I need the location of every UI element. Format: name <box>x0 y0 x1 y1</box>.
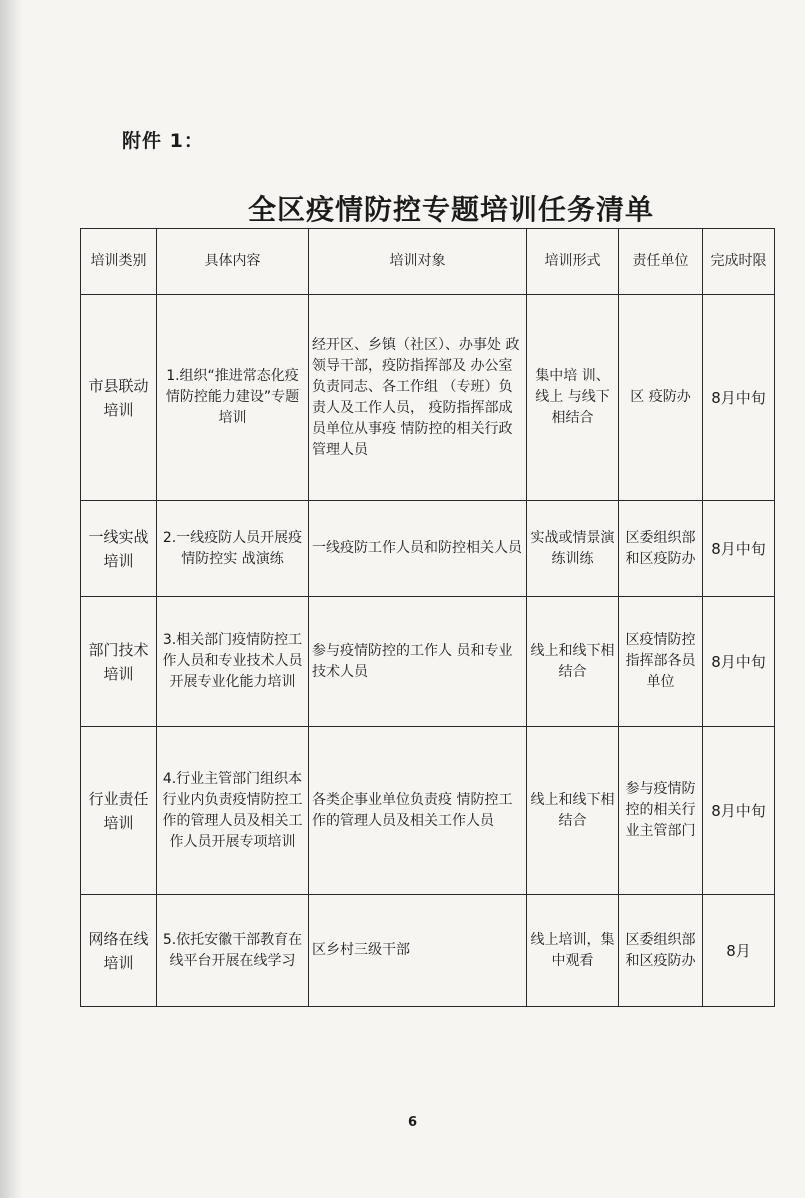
cell-content: 2.一线疫防人员开展疫情防控实 战演练 <box>157 501 309 597</box>
cell-unit: 区委组织部和区疫防办 <box>619 895 703 1007</box>
cell-deadline: 8月中旬 <box>703 295 775 501</box>
attachment-label: 附件 1： <box>122 130 204 152</box>
training-task-table <box>80 228 775 1007</box>
cell-target: 各类企事业单位负责疫 情防控工作的管理人员及相关工作人员 <box>309 727 527 895</box>
table-row <box>81 895 775 1007</box>
cell-form: 线上和线下相结合 <box>527 727 619 895</box>
cell-target: 经开区、乡镇（社区）、办事处 政领导干部，疫防指挥部及 办公室负责同志、各工作组 （专班）负责人及工作人员， 疫防指挥部成员单位从事疫 情防控的相关行政管理人员 <box>309 295 527 501</box>
table-header-row <box>81 229 775 295</box>
header-target: 培训对象 <box>309 229 527 295</box>
cell-form: 集中培 训、线上 与线下相结合 <box>527 295 619 501</box>
cell-target: 参与疫情防控的工作人 员和专业技术人员 <box>309 597 527 727</box>
table-row <box>81 295 775 501</box>
cell-form: 线上和线下相结合 <box>527 597 619 727</box>
cell-unit: 区委组织部和区疫防办 <box>619 501 703 597</box>
cell-form: 线上培训，集中观看 <box>527 895 619 1007</box>
cell-deadline: 8月 <box>703 895 775 1007</box>
header-content: 具体内容 <box>157 229 309 295</box>
cell-category: 网络在线培训 <box>81 895 157 1007</box>
cell-unit: 参与疫情防控的相关行业主管部门 <box>619 727 703 895</box>
table-row <box>81 501 775 597</box>
cell-deadline: 8月中旬 <box>703 501 775 597</box>
header-unit: 责任单位 <box>619 229 703 295</box>
cell-target: 区乡村三级干部 <box>309 895 527 1007</box>
page-number: 6 <box>408 1115 418 1130</box>
cell-category: 市县联动培训 <box>81 295 157 501</box>
header-deadline: 完成时限 <box>703 229 775 295</box>
cell-unit: 区疫情防控指挥部各员单位 <box>619 597 703 727</box>
header-form: 培训形式 <box>527 229 619 295</box>
header-category: 培训类别 <box>81 229 157 295</box>
cell-content: 3.相关部门疫情防控工作人员和专业技术人员开展专业化能力培训 <box>157 597 309 727</box>
cell-deadline: 8月中旬 <box>703 727 775 895</box>
cell-category: 行业责任培训 <box>81 727 157 895</box>
cell-content: 5.依托安徽干部教育在线平台开展在线学习 <box>157 895 309 1007</box>
cell-deadline: 8月中旬 <box>703 597 775 727</box>
cell-category: 部门技术培训 <box>81 597 157 727</box>
cell-content: 1.组织“推进常态化疫情防控能力建设”专题培训 <box>157 295 309 501</box>
cell-category: 一线实战培训 <box>81 501 157 597</box>
table-row <box>81 597 775 727</box>
cell-unit: 区 疫防办 <box>619 295 703 501</box>
cell-form: 实战或情景演练训练 <box>527 501 619 597</box>
cell-content: 4.行业主管部门组织本行业内负责疫情防控工作的管理人员及相关工作人员开展专项培训 <box>157 727 309 895</box>
cell-target: 一线疫防工作人员和防控相关人员 <box>309 501 527 597</box>
scan-edge-shadow <box>0 0 22 1198</box>
document-title: 全区疫情防控专题培训任务清单 <box>248 193 655 226</box>
table-row <box>81 727 775 895</box>
